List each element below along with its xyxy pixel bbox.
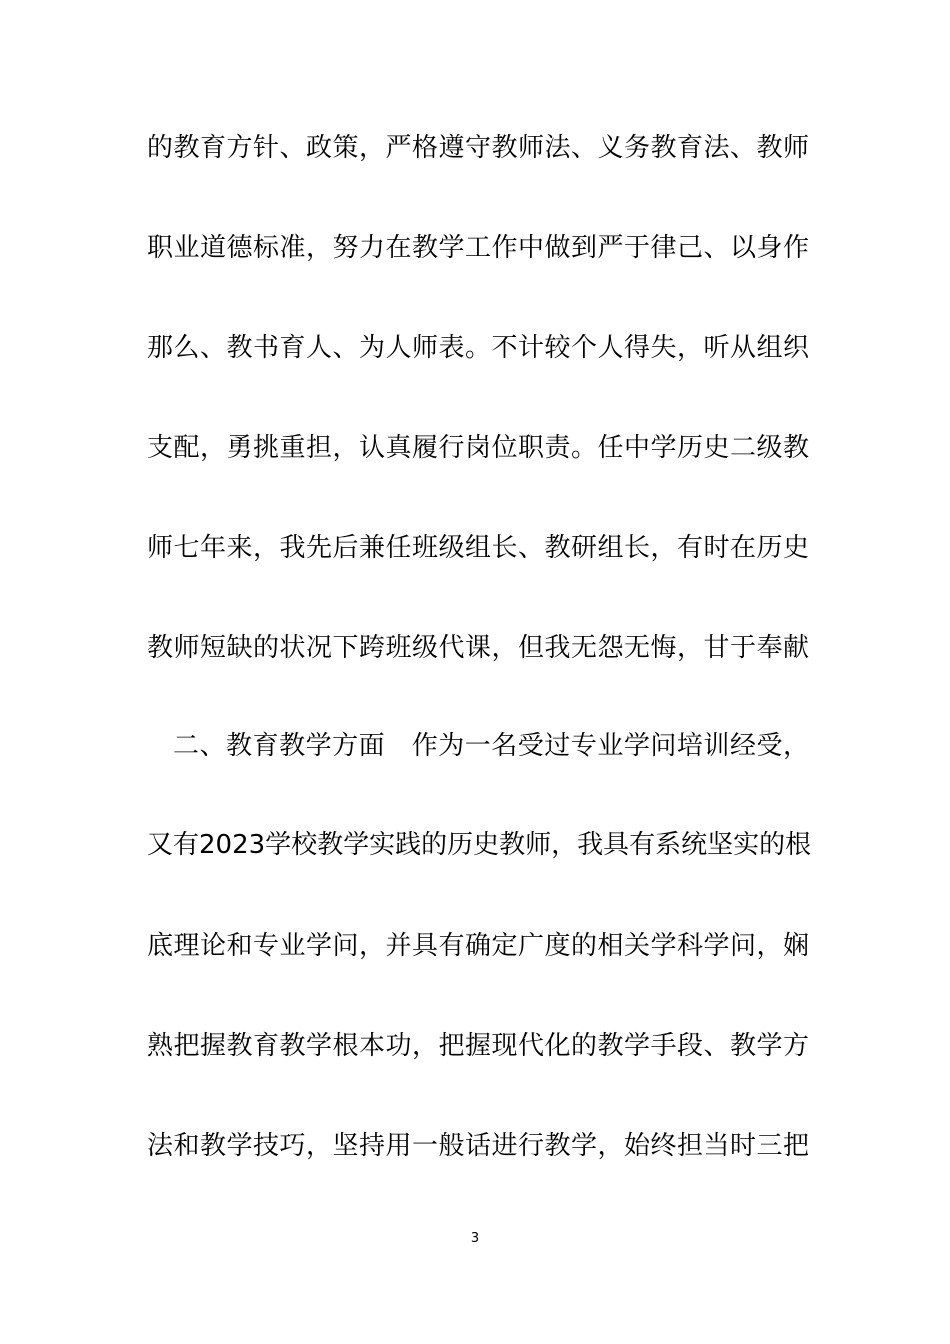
- text-line-5: 师七年来，我先后兼任班级组长、教研组长，有时在历史: [147, 533, 809, 563]
- text-line-6: 教师短缺的状况下跨班级代课，但我无怨无悔，甘于奉献: [147, 633, 809, 663]
- text-line-4: 支配，勇挑重担，认真履行岗位职责。任中学历史二级教: [147, 433, 809, 463]
- page-number: 3: [470, 1231, 480, 1246]
- text-line-8: 又有2023学校教学实践的历史教师，我具有系统坚实的根: [147, 830, 812, 860]
- text-line-9: 底理论和专业学问，并具有确定广度的相关学科学问，娴: [147, 931, 809, 961]
- text-line-3: 那么、教书育人、为人师表。不计较个人得失，听从组织: [147, 333, 809, 363]
- text-line-2: 职业道德标准，努力在教学工作中做到严于律己、以身作: [147, 233, 809, 263]
- text-line-1: 的教育方针、政策，严格遵守教师法、义务教育法、教师: [147, 133, 809, 163]
- section-heading-line: 二、教育教学方面 作为一名受过专业学问培训经受，: [173, 731, 809, 761]
- text-line-10: 熟把握教育教学根本功，把握现代化的教学手段、教学方: [147, 1031, 809, 1061]
- text-line-11: 法和教学技巧，坚持用一般话进行教学，始终担当时三把: [147, 1131, 809, 1161]
